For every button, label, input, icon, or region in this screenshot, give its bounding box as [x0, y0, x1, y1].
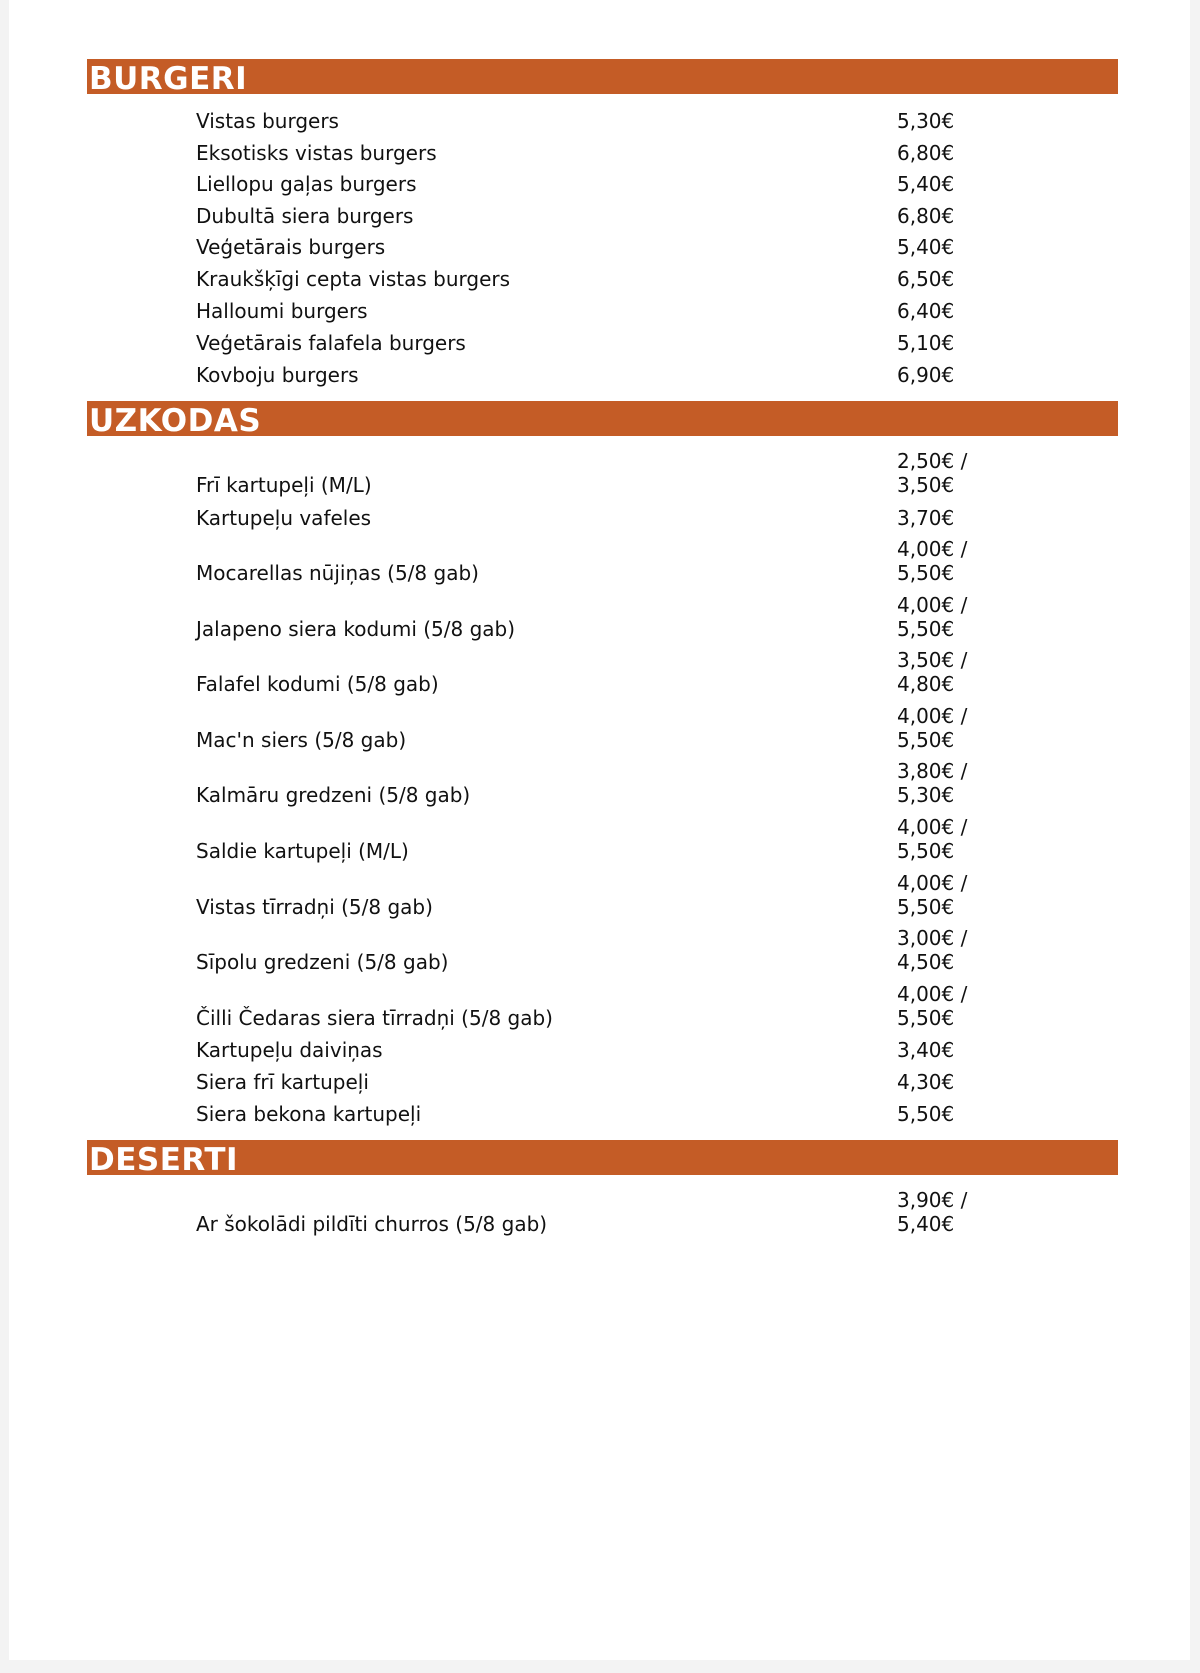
section-header — [87, 401, 1118, 439]
item-name: Kovboju burgers — [196, 363, 359, 387]
menu-item — [9, 506, 1190, 530]
menu-page — [9, 0, 1190, 1660]
item-price: 6,90€ — [897, 363, 955, 387]
section-title: BURGERI — [89, 61, 248, 97]
item-price: 6,80€ — [897, 141, 955, 165]
menu-item — [9, 1188, 1190, 1236]
item-name: Vistas burgers — [196, 109, 339, 133]
menu-item — [9, 267, 1190, 291]
item-name: Jalapeno siera kodumi (5/8 gab) — [196, 617, 516, 641]
item-price: 4,00€ / 5,50€ — [897, 593, 968, 641]
item-name: Kartupeļu vafeles — [196, 506, 372, 530]
menu-item — [9, 926, 1190, 974]
item-name: Mac'n siers (5/8 gab) — [196, 728, 407, 752]
item-name: Siera bekona kartupeļi — [196, 1102, 422, 1126]
item-price: 3,90€ / 5,40€ — [897, 1188, 968, 1236]
item-name: Falafel kodumi (5/8 gab) — [196, 672, 439, 696]
item-price: 3,70€ — [897, 506, 955, 530]
item-price: 2,50€ / 3,50€ — [897, 449, 968, 497]
menu-item — [9, 648, 1190, 696]
item-name: Saldie kartupeļi (M/L) — [196, 839, 409, 863]
item-name: Frī kartupeļi (M/L) — [196, 473, 372, 497]
item-price: 4,00€ / 5,50€ — [897, 815, 968, 863]
menu-item — [9, 1070, 1190, 1094]
item-price: 4,00€ / 5,50€ — [897, 704, 968, 752]
menu-item — [9, 204, 1190, 228]
item-name: Kartupeļu daiviņas — [196, 1038, 383, 1062]
item-price: 3,40€ — [897, 1038, 955, 1062]
item-price: 4,00€ / 5,50€ — [897, 982, 968, 1030]
item-price: 3,50€ / 4,80€ — [897, 648, 968, 696]
item-price: 6,80€ — [897, 204, 955, 228]
menu-item — [9, 109, 1190, 133]
item-price: 5,10€ — [897, 331, 955, 355]
item-name: Čilli Čedaras siera tīrradņi (5/8 gab) — [196, 1006, 553, 1030]
section-header — [87, 59, 1118, 97]
menu-item — [9, 1038, 1190, 1062]
menu-item — [9, 537, 1190, 585]
item-name: Kraukšķīgi cepta vistas burgers — [196, 267, 511, 291]
item-price: 3,80€ / 5,30€ — [897, 759, 968, 807]
section-header — [87, 1140, 1118, 1178]
item-price: 5,40€ — [897, 235, 955, 259]
item-name: Veģetārais burgers — [196, 235, 386, 259]
item-name: Mocarellas nūjiņas (5/8 gab) — [196, 561, 479, 585]
item-price: 6,40€ — [897, 299, 955, 323]
menu-item — [9, 815, 1190, 863]
item-name: Ar šokolādi pildīti churros (5/8 gab) — [196, 1212, 548, 1236]
menu-item — [9, 172, 1190, 196]
item-name: Liellopu gaļas burgers — [196, 172, 417, 196]
item-name: Vistas tīrradņi (5/8 gab) — [196, 895, 433, 919]
menu-item — [9, 759, 1190, 807]
menu-item — [9, 141, 1190, 165]
menu-item — [9, 299, 1190, 323]
menu-item — [9, 871, 1190, 919]
item-name: Halloumi burgers — [196, 299, 368, 323]
item-name: Eksotisks vistas burgers — [196, 141, 437, 165]
item-price: 3,00€ / 4,50€ — [897, 926, 968, 974]
item-price: 6,50€ — [897, 267, 955, 291]
menu-item — [9, 1102, 1190, 1126]
menu-item — [9, 593, 1190, 641]
item-name: Sīpolu gredzeni (5/8 gab) — [196, 950, 449, 974]
item-price: 4,00€ / 5,50€ — [897, 871, 968, 919]
menu-item — [9, 235, 1190, 259]
menu-item — [9, 704, 1190, 752]
item-price: 4,30€ — [897, 1070, 955, 1094]
item-price: 5,40€ — [897, 172, 955, 196]
menu-item — [9, 449, 1190, 497]
item-name: Dubultā siera burgers — [196, 204, 414, 228]
section-title: UZKODAS — [89, 403, 262, 439]
menu-item — [9, 363, 1190, 387]
item-name: Veģetārais falafela burgers — [196, 331, 466, 355]
menu-item — [9, 331, 1190, 355]
item-name: Kalmāru gredzeni (5/8 gab) — [196, 783, 471, 807]
item-price: 4,00€ / 5,50€ — [897, 537, 968, 585]
section-title: DESERTI — [89, 1142, 239, 1178]
item-price: 5,50€ — [897, 1102, 955, 1126]
item-name: Siera frī kartupeļi — [196, 1070, 369, 1094]
item-price: 5,30€ — [897, 109, 955, 133]
menu-item — [9, 982, 1190, 1030]
